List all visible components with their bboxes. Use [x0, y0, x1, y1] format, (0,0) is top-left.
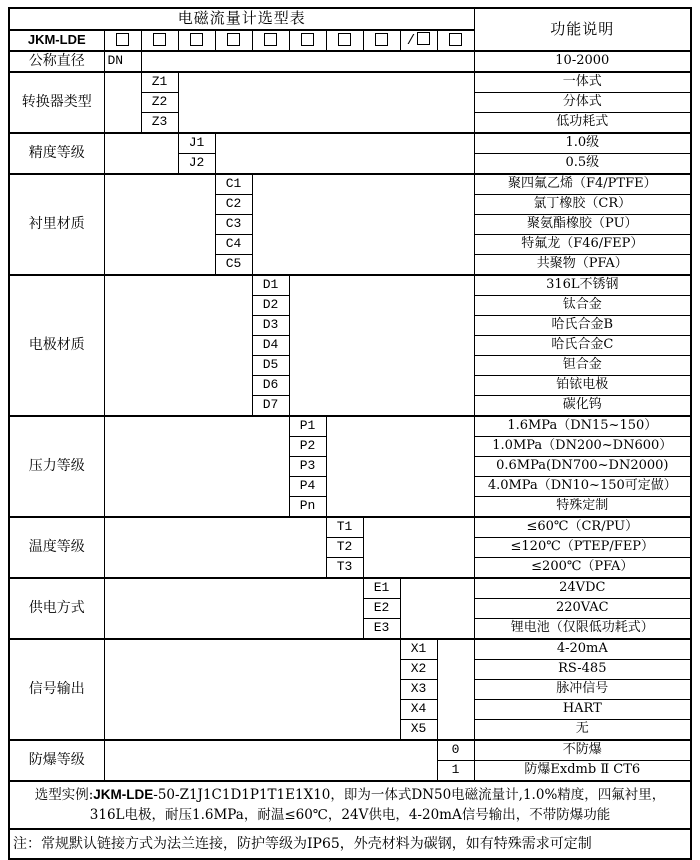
section-label: 衬里材质: [9, 174, 104, 275]
option-code-cell: J1: [178, 133, 215, 154]
spacer-cell: [104, 639, 400, 740]
option-description-cell: 特氟龙（F46/FEP）: [474, 235, 691, 255]
option-code-cell: T1: [326, 517, 363, 538]
option-description-cell: 1.0MPa（DN200~DN600）: [474, 437, 691, 457]
example-row: [9, 781, 691, 829]
checkbox-icon[interactable]: [116, 33, 129, 46]
option-description-cell: 10-2000: [474, 51, 691, 72]
slash-separator: /: [406, 32, 416, 49]
option-code-cell: D4: [252, 336, 289, 356]
note-row: [9, 829, 691, 859]
option-description-cell: 铂铱电极: [474, 376, 691, 396]
option-description-cell: 1.0级: [474, 133, 691, 154]
code-slot-signal[interactable]: [400, 30, 437, 51]
section-label: 温度等级: [9, 517, 104, 578]
example-line-2: 316L电极，耐压1.6MPa，耐温≤60℃，24V供电，4-20mA信号输出，不带防爆功能: [89, 806, 611, 823]
option-description-cell: 钛合金: [474, 296, 691, 316]
code-slot-electrode[interactable]: [252, 30, 289, 51]
spacer-cell: [104, 578, 363, 639]
table-row: [9, 133, 691, 154]
option-description-cell: 220VAC: [474, 599, 691, 619]
option-code-cell: 1: [437, 761, 474, 782]
option-code-cell: C3: [215, 215, 252, 235]
table-row: [9, 51, 691, 72]
spacer-cell: [400, 578, 474, 639]
option-description-cell: 氯丁橡胶（CR）: [474, 195, 691, 215]
option-code-cell: D1: [252, 275, 289, 296]
code-slot-pressure[interactable]: [289, 30, 326, 51]
table-row: [9, 740, 691, 761]
code-slot-converter[interactable]: [141, 30, 178, 51]
spacer-cell: [178, 72, 474, 133]
option-code-cell: C5: [215, 255, 252, 276]
option-description-cell: 低功耗式: [474, 113, 691, 134]
option-description-cell: 分体式: [474, 93, 691, 113]
example-line1-rest: -50-Z1J1C1D1P1T1E1X10，即为一体式DN50电磁流量计,1.0%精度，四氟衬里，: [153, 787, 666, 803]
option-code-cell: X2: [400, 660, 437, 680]
spacer-cell: [104, 72, 141, 133]
option-description-cell: 一体式: [474, 72, 691, 93]
spacer-cell: [104, 517, 326, 578]
option-description-cell: 聚四氟乙烯（F4/PTFE）: [474, 174, 691, 195]
checkbox-icon[interactable]: [338, 33, 351, 46]
option-code-cell: P2: [289, 437, 326, 457]
example-line-1: [12, 785, 688, 806]
table-row: [9, 639, 691, 660]
option-description-cell: 316L不锈钢: [474, 275, 691, 296]
section-label: 公称直径: [9, 51, 104, 72]
example-label: 选型实例:: [34, 787, 94, 803]
spacer-cell: [252, 174, 474, 275]
option-description-cell: 锂电池（仅限低功耗式）: [474, 619, 691, 640]
code-slot-liner[interactable]: [215, 30, 252, 51]
option-description-cell: 聚氨酯橡胶（PU）: [474, 215, 691, 235]
checkbox-icon[interactable]: [264, 33, 277, 46]
option-description-cell: 4.0MPa（DN10~150可定做）: [474, 477, 691, 497]
option-description-cell: 哈氏合金C: [474, 336, 691, 356]
spacer-cell: [104, 133, 178, 174]
option-code-cell: X1: [400, 639, 437, 660]
section-label: 信号输出: [9, 639, 104, 740]
model-prefix: JKM-LDE: [9, 30, 104, 51]
code-slot-accuracy[interactable]: [178, 30, 215, 51]
code-slot-dn[interactable]: [104, 30, 141, 51]
table-row: [9, 517, 691, 538]
checkbox-icon[interactable]: [375, 33, 388, 46]
option-code-cell: C4: [215, 235, 252, 255]
table-row: [9, 578, 691, 599]
spacer-cell: [104, 174, 215, 275]
option-code-cell: C1: [215, 174, 252, 195]
option-description-cell: 0.5级: [474, 154, 691, 175]
option-code-cell: Z2: [141, 93, 178, 113]
spacer-cell: [289, 275, 474, 416]
option-code-cell: D6: [252, 376, 289, 396]
option-code-cell: Z3: [141, 113, 178, 134]
option-description-cell: 无: [474, 720, 691, 741]
table-row: [9, 174, 691, 195]
table-row: [9, 416, 691, 437]
section-label: 电极材质: [9, 275, 104, 416]
selection-example: [9, 781, 691, 829]
option-code-cell: 0: [437, 740, 474, 761]
code-slot-explosion[interactable]: [437, 30, 474, 51]
option-description-cell: 脉冲信号: [474, 680, 691, 700]
option-code-cell: Z1: [141, 72, 178, 93]
option-code-cell: D2: [252, 296, 289, 316]
option-description-cell: 不防爆: [474, 740, 691, 761]
option-description-cell: 防爆Exdmb Ⅱ CT6: [474, 761, 691, 782]
option-code-cell: E3: [363, 619, 400, 640]
option-code-cell: P1: [289, 416, 326, 437]
option-description-cell: 钽合金: [474, 356, 691, 376]
option-description-cell: 哈氏合金B: [474, 316, 691, 336]
spacer-cell: [437, 639, 474, 740]
section-label: 防爆等级: [9, 740, 104, 781]
spacer-cell: [363, 517, 474, 578]
spacer-cell: [104, 416, 289, 517]
option-description-cell: ≤200℃（PFA）: [474, 558, 691, 579]
option-code-cell: D3: [252, 316, 289, 336]
function-column-header: 功能说明: [474, 8, 691, 51]
spacer-cell: [215, 133, 474, 174]
option-description-cell: HART: [474, 700, 691, 720]
option-code-cell: T3: [326, 558, 363, 579]
checkbox-icon[interactable]: [190, 33, 203, 46]
title-row: [9, 8, 691, 30]
selection-table: [8, 7, 692, 860]
table-row: [9, 72, 691, 93]
spacer-cell: [141, 51, 474, 72]
option-description-cell: ≤120℃（PTEP/FEP）: [474, 538, 691, 558]
option-description-cell: 碳化钨: [474, 396, 691, 417]
option-description-cell: 0.6MPa(DN700~DN2000): [474, 457, 691, 477]
checkbox-icon[interactable]: [449, 33, 462, 46]
option-description-cell: RS-485: [474, 660, 691, 680]
option-code-cell: C2: [215, 195, 252, 215]
option-code-cell: E2: [363, 599, 400, 619]
option-code-cell: P4: [289, 477, 326, 497]
section-label: 转换器类型: [9, 72, 104, 133]
option-description-cell: 特殊定制: [474, 497, 691, 518]
checkbox-icon[interactable]: [153, 33, 166, 46]
option-code-cell: Pn: [289, 497, 326, 518]
section-label: 供电方式: [9, 578, 104, 639]
option-code-cell: J2: [178, 154, 215, 175]
option-description-cell: ≤60℃（CR/PU）: [474, 517, 691, 538]
option-code-cell: X3: [400, 680, 437, 700]
spacer-cell: [104, 275, 252, 416]
option-code-cell: X5: [400, 720, 437, 741]
option-code-cell: E1: [363, 578, 400, 599]
example-model: JKM-LDE: [93, 787, 154, 802]
spacer-cell: [326, 416, 474, 517]
option-code-cell: T2: [326, 538, 363, 558]
option-description-cell: 共聚物（PFA）: [474, 255, 691, 276]
option-description-cell: 24VDC: [474, 578, 691, 599]
checkbox-icon[interactable]: [227, 33, 240, 46]
code-slot-temperature[interactable]: [326, 30, 363, 51]
option-code-cell: D7: [252, 396, 289, 417]
option-code-cell: DN: [104, 51, 141, 72]
spacer-cell: [104, 740, 437, 781]
section-label: 精度等级: [9, 133, 104, 174]
option-description-cell: 4-20mA: [474, 639, 691, 660]
option-code-cell: D5: [252, 356, 289, 376]
option-description-cell: 1.6MPa（DN15~150）: [474, 416, 691, 437]
option-code-cell: X4: [400, 700, 437, 720]
code-slot-power[interactable]: [363, 30, 400, 51]
section-label: 压力等级: [9, 416, 104, 517]
checkbox-icon[interactable]: [417, 32, 430, 45]
page-title: 电磁流量计选型表: [9, 8, 474, 30]
table-row: [9, 275, 691, 296]
checkbox-icon[interactable]: [301, 33, 314, 46]
option-code-cell: P3: [289, 457, 326, 477]
footnote: 注：常规默认链接方式为法兰连接，防护等级为IP65，外壳材料为碳钢，如有特殊需求可定制: [9, 829, 691, 859]
